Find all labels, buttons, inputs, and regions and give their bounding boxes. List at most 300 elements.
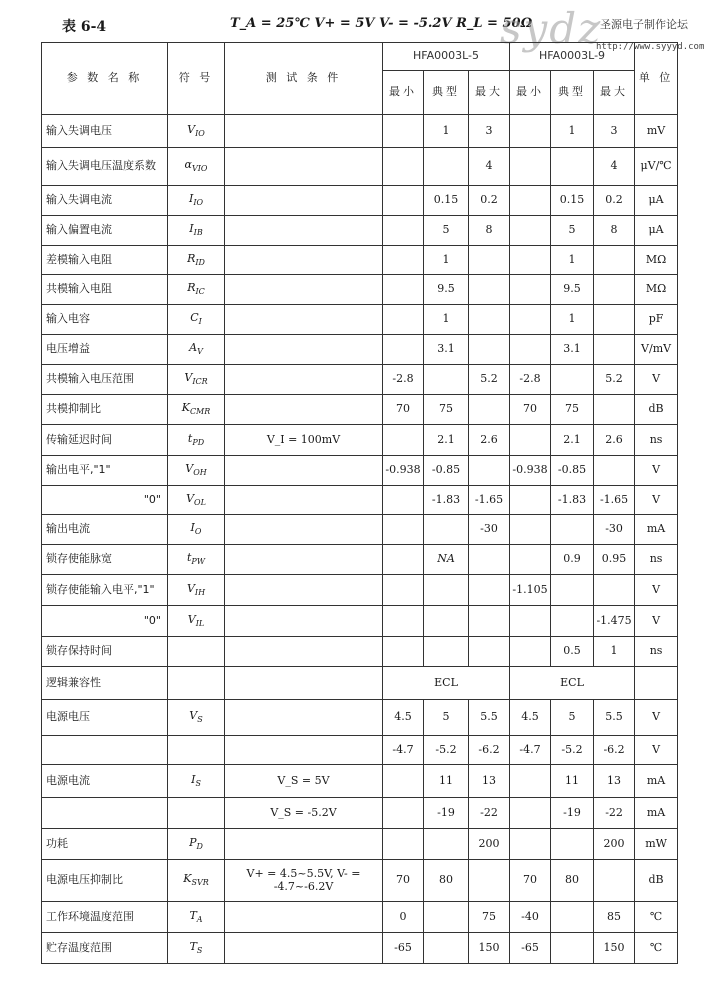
value-cell: 70 [383, 860, 424, 902]
param-name: 输入失调电压 [42, 115, 168, 148]
table-row [42, 115, 678, 148]
value-cell: 1 [594, 637, 635, 667]
value-cell [383, 216, 424, 246]
value-cell [510, 216, 551, 246]
value-cell: 4 [594, 148, 635, 186]
table-row [42, 667, 678, 700]
symbol-cell [168, 275, 225, 305]
value-cell: 0.9 [551, 545, 594, 575]
symbol-main: α [184, 158, 192, 172]
value-cell: 9.5 [424, 275, 469, 305]
header-device-a: HFA0003L-5 [383, 43, 510, 71]
value-cell [424, 515, 469, 545]
value-cell: -22 [469, 798, 510, 829]
test-condition: V_I = 100mV [225, 425, 383, 456]
param-name: 锁存使能脉宽 [42, 545, 168, 575]
table-row [42, 700, 678, 736]
table-row [42, 515, 678, 545]
value-cell: 0.2 [594, 186, 635, 216]
value-cell [469, 395, 510, 425]
table-row [42, 736, 678, 765]
symbol-main: I [191, 772, 196, 786]
watermark-text: 圣源电子制作论坛 [600, 18, 688, 31]
table-row [42, 798, 678, 829]
unit-cell: V [635, 365, 678, 395]
value-cell [469, 275, 510, 305]
value-cell: -1.475 [594, 606, 635, 637]
symbol-main: I [189, 222, 194, 236]
symbol-cell [168, 765, 225, 798]
param-name: 锁存使能输入电平,"1" [42, 575, 168, 606]
value-cell: 11 [551, 765, 594, 798]
value-cell [510, 148, 551, 186]
param-name: 逻辑兼容性 [42, 667, 168, 700]
value-cell [510, 425, 551, 456]
test-condition [225, 606, 383, 637]
unit-cell: V/mV [635, 335, 678, 365]
test-condition [225, 575, 383, 606]
value-cell: -19 [424, 798, 469, 829]
symbol-cell [168, 486, 225, 515]
param-name: "0" [42, 606, 168, 637]
test-condition [225, 186, 383, 216]
value-cell: 8 [594, 216, 635, 246]
symbol-cell [168, 395, 225, 425]
symbol-cell [168, 148, 225, 186]
value-cell [551, 575, 594, 606]
value-cell: -65 [510, 933, 551, 964]
table-row [42, 275, 678, 305]
unit-cell [635, 667, 678, 700]
value-cell [383, 305, 424, 335]
unit-cell: mW [635, 829, 678, 860]
param-name: 共模输入电压范围 [42, 365, 168, 395]
symbol-sub: IO [193, 198, 204, 208]
value-cell: NA [424, 545, 469, 575]
symbol-sub: IH [194, 588, 206, 597]
test-conditions: T_A = 25℃ V+ = 5V V- = -5.2V R_L = 50Ω [230, 16, 533, 31]
value-cell: 75 [551, 395, 594, 425]
unit-cell: V [635, 736, 678, 765]
param-name: 输入失调电压温度系数 [42, 148, 168, 186]
test-condition [225, 115, 383, 148]
value-cell [594, 275, 635, 305]
value-cell: 5 [424, 216, 469, 246]
value-cell [424, 575, 469, 606]
symbol-main: T [189, 939, 197, 953]
value-cell [424, 637, 469, 667]
table-row [42, 456, 678, 486]
symbol-cell [168, 933, 225, 964]
value-cell: 0.15 [551, 186, 594, 216]
value-cell: -0.938 [510, 456, 551, 486]
value-cell: -1.105 [510, 575, 551, 606]
value-cell: 5.2 [469, 365, 510, 395]
value-cell [510, 246, 551, 275]
test-condition [225, 902, 383, 933]
value-cell [469, 545, 510, 575]
value-cell [594, 860, 635, 902]
table-row [42, 486, 678, 515]
value-cell: -2.8 [383, 365, 424, 395]
value-cell [383, 765, 424, 798]
unit-cell: V [635, 575, 678, 606]
test-condition [225, 305, 383, 335]
value-cell: 85 [594, 902, 635, 933]
symbol-sub: I [198, 317, 202, 327]
table-row [42, 829, 678, 860]
symbol-main: P [189, 835, 197, 849]
value-cell [510, 637, 551, 667]
param-name: 锁存保持时间 [42, 637, 168, 667]
test-condition [225, 456, 383, 486]
table-row [42, 545, 678, 575]
value-cell [551, 829, 594, 860]
value-cell [594, 305, 635, 335]
symbol-main: V [187, 122, 196, 136]
value-cell [383, 246, 424, 275]
header-typ: 典型 [551, 71, 594, 115]
symbol-main: C [190, 311, 199, 325]
table-row [42, 933, 678, 964]
param-name: 共模输入电阻 [42, 275, 168, 305]
value-cell [469, 305, 510, 335]
symbol-cell [168, 246, 225, 275]
value-cell: 0 [383, 902, 424, 933]
value-cell [383, 425, 424, 456]
symbol-main: V [185, 462, 194, 476]
test-condition [225, 486, 383, 515]
value-cell: 1 [424, 246, 469, 275]
value-cell [510, 115, 551, 148]
param-name: 电源电压 [42, 700, 168, 736]
header-param: 参 数 名 称 [42, 43, 168, 115]
symbol-main: R [187, 281, 196, 295]
value-cell [383, 829, 424, 860]
param-name [42, 798, 168, 829]
test-condition: V_S = -5.2V [225, 798, 383, 829]
unit-cell: V [635, 606, 678, 637]
symbol-sub: IC [195, 287, 205, 297]
symbol-cell [168, 902, 225, 933]
symbol-sub: S [196, 946, 203, 955]
header-max: 最大 [594, 71, 635, 115]
value-cell: 5.5 [469, 700, 510, 736]
test-condition [225, 700, 383, 736]
value-cell: 2.1 [551, 425, 594, 456]
value-cell [383, 115, 424, 148]
value-cell: 1 [424, 305, 469, 335]
value-cell [383, 148, 424, 186]
test-condition [225, 148, 383, 186]
value-cell: 4.5 [383, 700, 424, 736]
spec-table [41, 42, 678, 964]
value-cell [383, 798, 424, 829]
value-cell [383, 606, 424, 637]
value-cell: 11 [424, 765, 469, 798]
symbol-cell [168, 216, 225, 246]
test-condition [225, 335, 383, 365]
table-row [42, 575, 678, 606]
symbol-sub: VIO [191, 164, 208, 174]
value-cell [383, 335, 424, 365]
value-cell: 0.95 [594, 545, 635, 575]
value-cell: -4.7 [510, 736, 551, 765]
test-condition [225, 275, 383, 305]
value-cell: -1.83 [424, 486, 469, 515]
value-cell: -1.83 [551, 486, 594, 515]
value-cell: 70 [510, 860, 551, 902]
value-cell [551, 515, 594, 545]
symbol-main: I [190, 521, 195, 535]
value-cell [510, 186, 551, 216]
value-cell [551, 148, 594, 186]
table-row [42, 860, 678, 902]
value-cell: 13 [469, 765, 510, 798]
symbol-main: K [183, 872, 192, 886]
table-label: 表 6-4 [62, 19, 107, 35]
symbol-sub: S [197, 715, 203, 725]
value-cell: -0.85 [424, 456, 469, 486]
test-condition [225, 637, 383, 667]
unit-cell: μA [635, 186, 678, 216]
value-cell [469, 860, 510, 902]
value-cell: 3 [469, 115, 510, 148]
test-condition: V_S = 5V [225, 765, 383, 798]
table-row [42, 335, 678, 365]
symbol-main: V [186, 491, 195, 505]
value-cell: 3.1 [424, 335, 469, 365]
header-symbol: 符 号 [168, 43, 225, 115]
unit-cell: mA [635, 515, 678, 545]
test-condition: V+ = 4.5~5.5V, V- = -4.7~-6.2V [225, 860, 383, 902]
symbol-cell [168, 575, 225, 606]
table-row [42, 425, 678, 456]
table-row [42, 148, 678, 186]
param-name: 输入电容 [42, 305, 168, 335]
unit-cell: pF [635, 305, 678, 335]
symbol-cell [168, 637, 225, 667]
value-cell: 13 [594, 765, 635, 798]
table-row [42, 606, 678, 637]
value-cell: 4 [469, 148, 510, 186]
unit-cell: ns [635, 425, 678, 456]
value-cell: 150 [469, 933, 510, 964]
unit-cell: mA [635, 765, 678, 798]
symbol-cell [168, 365, 225, 395]
value-cell [424, 902, 469, 933]
param-name: 输入偏置电流 [42, 216, 168, 246]
value-cell: -1.65 [594, 486, 635, 515]
symbol-sub: OH [193, 468, 207, 478]
value-cell: 2.1 [424, 425, 469, 456]
value-cell: 150 [594, 933, 635, 964]
test-condition [225, 667, 383, 700]
header-max: 最大 [469, 71, 510, 115]
symbol-sub: OL [194, 498, 206, 507]
param-name: 共模抑制比 [42, 395, 168, 425]
unit-cell: ℃ [635, 933, 678, 964]
header-condition: 测 试 条 件 [225, 43, 383, 115]
symbol-sub: IO [195, 129, 205, 138]
value-cell [424, 606, 469, 637]
table-row [42, 216, 678, 246]
value-cell: 4.5 [510, 700, 551, 736]
symbol-sub: D [196, 842, 203, 851]
value-cell: 0.2 [469, 186, 510, 216]
symbol-cell [168, 115, 225, 148]
value-cell [424, 365, 469, 395]
symbol-sub: ICR [192, 377, 208, 387]
unit-cell: V [635, 700, 678, 736]
table-row [42, 637, 678, 667]
value-cell: -30 [469, 515, 510, 545]
value-cell [383, 275, 424, 305]
table-row [42, 305, 678, 335]
value-cell: 80 [424, 860, 469, 902]
table-row [42, 186, 678, 216]
unit-cell: μV/℃ [635, 148, 678, 186]
symbol-sub: IL [195, 619, 205, 628]
test-condition [225, 246, 383, 275]
symbol-main: T [189, 908, 197, 922]
param-name: 输出电流 [42, 515, 168, 545]
symbol-sub: A [196, 915, 203, 924]
value-cell: 2.6 [469, 425, 510, 456]
value-cell [510, 486, 551, 515]
symbol-main: t [187, 431, 193, 445]
value-cell [424, 829, 469, 860]
value-cell [510, 765, 551, 798]
value-cell: -40 [510, 902, 551, 933]
param-name: 输出电平,"1" [42, 456, 168, 486]
test-condition [225, 933, 383, 964]
test-condition [225, 365, 383, 395]
value-cell: 1 [551, 246, 594, 275]
header-min: 最小 [383, 71, 424, 115]
value-cell: 80 [551, 860, 594, 902]
unit-cell: dB [635, 395, 678, 425]
value-cell: 5.5 [594, 700, 635, 736]
value-cell [383, 186, 424, 216]
param-name: 贮存温度范围 [42, 933, 168, 964]
symbol-sub: ID [195, 258, 205, 267]
value-cell: 5.2 [594, 365, 635, 395]
value-cell: 1 [424, 115, 469, 148]
unit-cell: MΩ [635, 275, 678, 305]
symbol-sub: S [195, 779, 201, 788]
value-cell [510, 606, 551, 637]
test-condition [225, 545, 383, 575]
value-cell: -5.2 [551, 736, 594, 765]
value-cell [383, 515, 424, 545]
value-cell [383, 486, 424, 515]
test-condition [225, 216, 383, 246]
symbol-sub: O [194, 527, 202, 537]
value-cell [510, 515, 551, 545]
symbol-sub: IB [193, 228, 203, 238]
value-cell [469, 575, 510, 606]
symbol-sub: CMR [189, 407, 211, 417]
value-cell [594, 395, 635, 425]
value-cell: -6.2 [469, 736, 510, 765]
value-cell: -0.938 [383, 456, 424, 486]
param-name: 输入失调电流 [42, 186, 168, 216]
symbol-cell [168, 545, 225, 575]
value-span-cell: ECL [383, 667, 510, 700]
value-cell [510, 275, 551, 305]
symbol-main: V [184, 371, 193, 385]
symbol-main: t [186, 551, 192, 565]
value-cell [424, 933, 469, 964]
value-cell [551, 902, 594, 933]
param-name: 电源电压抑制比 [42, 860, 168, 902]
value-cell [594, 335, 635, 365]
value-cell [469, 335, 510, 365]
value-cell [383, 575, 424, 606]
test-condition [225, 829, 383, 860]
value-cell [510, 335, 551, 365]
unit-cell: ns [635, 545, 678, 575]
title-line [0, 4, 705, 53]
value-cell [594, 246, 635, 275]
param-name: 传输延迟时间 [42, 425, 168, 456]
value-cell: 0.5 [551, 637, 594, 667]
value-cell: -4.7 [383, 736, 424, 765]
value-cell [424, 148, 469, 186]
value-cell [469, 456, 510, 486]
symbol-main: V [189, 709, 198, 723]
symbol-main: A [189, 341, 198, 355]
symbol-cell [168, 736, 225, 765]
value-cell [594, 575, 635, 606]
unit-cell: mV [635, 115, 678, 148]
value-span-cell: ECL [510, 667, 635, 700]
value-cell [551, 365, 594, 395]
symbol-cell [168, 456, 225, 486]
value-cell: 200 [469, 829, 510, 860]
symbol-cell [168, 305, 225, 335]
unit-cell: mA [635, 798, 678, 829]
symbol-cell [168, 186, 225, 216]
value-cell: 5 [551, 216, 594, 246]
symbol-sub: V [197, 347, 203, 357]
header-min: 最小 [510, 71, 551, 115]
table-row [42, 246, 678, 275]
symbol-main: R [187, 251, 196, 265]
param-name: 工作环境温度范围 [42, 902, 168, 933]
symbol-cell [168, 606, 225, 637]
spec-table-body [42, 115, 678, 964]
value-cell: 5 [424, 700, 469, 736]
symbol-cell [168, 860, 225, 902]
param-name: 电源电流 [42, 765, 168, 798]
value-cell: 75 [424, 395, 469, 425]
symbol-main: I [188, 192, 194, 206]
symbol-cell [168, 829, 225, 860]
test-condition [225, 395, 383, 425]
unit-cell: MΩ [635, 246, 678, 275]
param-name: 功耗 [42, 829, 168, 860]
value-cell: 75 [469, 902, 510, 933]
header-typ: 典型 [424, 71, 469, 115]
value-cell: -22 [594, 798, 635, 829]
value-cell: 200 [594, 829, 635, 860]
header-device-b: HFA0003L-9 [510, 43, 635, 71]
test-condition [225, 515, 383, 545]
table-row [42, 765, 678, 798]
param-name [42, 736, 168, 765]
